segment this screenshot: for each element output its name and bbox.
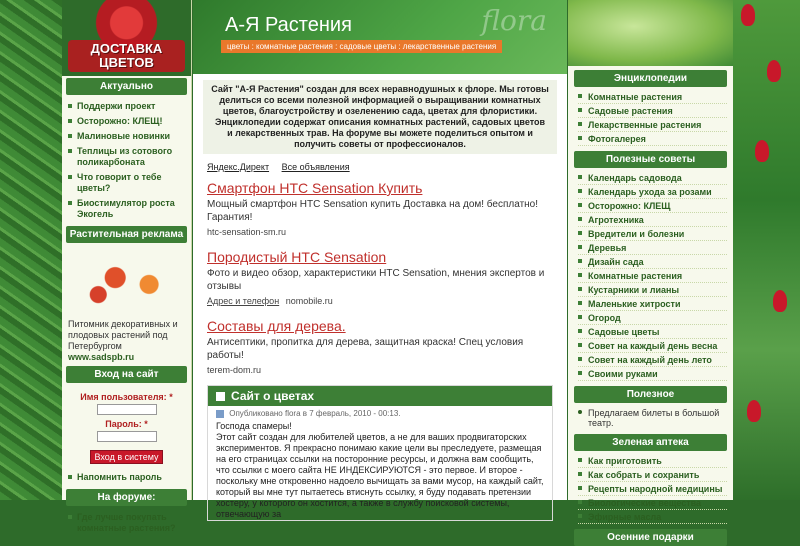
actual-item[interactable]: Поддержи проект	[68, 99, 187, 114]
nursery-ad-text: Питомник декоративных и плодовых растений под Петербургом	[68, 319, 178, 351]
article-meta-text: Опубликовано flora в 7 февраль, 2010 - 00:13.	[229, 409, 401, 418]
delivery-logo[interactable]	[62, 0, 191, 76]
tip-item[interactable]: Дизайн сада	[578, 255, 727, 269]
ad-domain[interactable]: nomobile.ru	[285, 296, 333, 306]
main-content	[193, 0, 567, 519]
tip-item[interactable]: Совет на каждый день весна	[578, 339, 727, 353]
pharmacy-item[interactable]: Эфирные масла	[578, 510, 727, 524]
encyclopedia-item[interactable]: Комнатные растения	[578, 90, 727, 104]
encyclopedia-item[interactable]: Садовые растения	[578, 104, 727, 118]
article-header	[208, 386, 552, 406]
right-sidebar	[568, 0, 733, 543]
article	[207, 385, 553, 521]
yandex-direct-header	[193, 160, 567, 174]
article-body: Этот сайт создан для любителей цветов, а не для ваших продвигаторских экспериментов. Я прекрасно понимаю какие цели вы преследуете, размещая на его страницах ссылки на посторонние ресурсы, и должна вам сообщить, что ссылки с моего сайта НЕ ИНДЕКСИРУЮТСЯ - это первое. И второе - поскольку мне откровенно надоело вычищать за вами мусор, на каждый сайт, который вы мне тут пытаетесь втиснуть ссылку, я буду подавать претензии хостеру, у которого он хостится, а также в службу поисковой системы, отвечающую за	[216, 432, 544, 519]
forum-list	[62, 508, 191, 538]
useful-list	[568, 405, 733, 430]
direct-ad	[193, 312, 567, 381]
left-sidebar	[62, 0, 192, 533]
forum-item[interactable]: Где лучше покупать комнатные растения?	[68, 510, 187, 536]
right-floral-background	[733, 0, 800, 500]
forum-title: На форуме:	[66, 489, 187, 506]
useful-item[interactable]: Предлагаем билеты в большой театр.	[578, 406, 727, 429]
pharmacy-list	[568, 453, 733, 525]
pharmacy-item[interactable]: Как собрать и сохранить	[578, 468, 727, 482]
tip-item[interactable]: Комнатные растения	[578, 269, 727, 283]
pharmacy-item[interactable]: Как приготовить	[578, 454, 727, 468]
actual-item[interactable]: Биостимулятор роста Экогель	[68, 196, 187, 222]
login-form	[62, 385, 191, 468]
site-intro: Сайт "А-Я Растения" создан для всех неравнодушных к флоре. Мы готовы делиться со всеми полезной информацией о выращивании комнатных цветов, благоустройству и озеленению сада, цветах для флористики. Энциклопедии содержат описания комнатных растений, садовых цветов и лекарственных трав. На форуме вы можете поделиться опытом и получить советы от профессионалов.	[203, 80, 557, 154]
tulip-petal-icon	[773, 290, 787, 312]
ad-title-link[interactable]: Породистый HTC Sensation	[207, 249, 387, 265]
tip-item[interactable]: Своими руками	[578, 367, 727, 381]
tip-item[interactable]: Календарь ухода за розами	[578, 185, 727, 199]
useful-title: Полезное	[574, 386, 727, 403]
actual-list	[62, 97, 191, 224]
tulip-petal-icon	[747, 400, 761, 422]
login-button[interactable]: Вход в систему	[90, 450, 164, 464]
tip-item[interactable]: Садовые цветы	[578, 325, 727, 339]
forgot-list	[62, 468, 191, 487]
tulip-petal-icon	[741, 4, 755, 26]
encyclopedias-title: Энциклопедии	[574, 70, 727, 87]
tip-item[interactable]: Кустарники и лианы	[578, 283, 727, 297]
login-title: Вход на сайт	[66, 366, 187, 383]
ad-domain-row	[207, 296, 553, 306]
ad-body: Мощный смартфон HTC Sensation купить Доставка на дом! бесплатно! Гарантия!	[207, 199, 539, 223]
direct-ad	[193, 243, 567, 312]
forgot-password-link[interactable]: Напомнить пароль	[68, 470, 187, 485]
site-header	[193, 0, 567, 74]
tip-item[interactable]: Агротехника	[578, 213, 727, 227]
encyclopedia-item[interactable]: Лекарственные растения	[578, 118, 727, 132]
all-ads-link[interactable]: Все объявления	[281, 162, 350, 172]
tip-item[interactable]: Совет на каждый день лето	[578, 353, 727, 367]
actual-title: Актуально	[66, 78, 187, 95]
tips-list	[568, 170, 733, 382]
article-meta	[208, 406, 552, 421]
nursery-ad-link[interactable]: www.sadspb.ru	[68, 352, 135, 362]
flowers-ad-image[interactable]	[70, 247, 183, 315]
username-input[interactable]	[97, 404, 157, 415]
encyclopedia-item[interactable]: Фотогалерея	[578, 132, 727, 146]
ad-title-link[interactable]: Составы для дерева.	[207, 318, 346, 334]
password-label: Пароль: *	[105, 418, 148, 429]
tips-title: Полезные советы	[574, 151, 727, 168]
tip-item[interactable]: Маленькие хитрости	[578, 297, 727, 311]
actual-item[interactable]: Теплицы из сотового поликарбоната	[68, 144, 187, 170]
pharmacy-item[interactable]: Рецепты народной медицины	[578, 482, 727, 496]
tip-item[interactable]: Огород	[578, 311, 727, 325]
category-nav[interactable]: цветы : комнатные растения : садовые цветы : лекарственные растения	[221, 40, 502, 53]
site-title[interactable]: А-Я Растения	[225, 14, 352, 36]
ad-body: Антисептики, пропитка для дерева, защитная краска! Спец условия работы!	[207, 337, 524, 361]
left-floral-background	[0, 0, 62, 500]
autumn-gifts-title: Осенние подарки	[574, 529, 727, 546]
ads-title: Растительная реклама	[66, 226, 187, 243]
actual-item[interactable]: Малиновые новинки	[68, 129, 187, 144]
tulip-petal-icon	[755, 140, 769, 162]
pharmacy-title: Зеленая аптека	[574, 434, 727, 451]
article-greeting: Господа спамеры!	[216, 421, 292, 431]
ad-title-link[interactable]: Смартфон HTC Sensation Купить	[207, 180, 423, 196]
tulip-petal-icon	[767, 60, 781, 82]
logo-text: ДОСТАВКА ЦВЕТОВ	[68, 40, 185, 72]
ad-domain[interactable]: htc-sensation-sm.ru	[207, 227, 287, 237]
yandex-direct-link[interactable]: Яндекс.Директ	[207, 162, 270, 172]
tip-item[interactable]: Осторожно: КЛЕЩ	[578, 199, 727, 213]
ad-domain[interactable]: terem-dom.ru	[207, 365, 262, 375]
password-input[interactable]	[97, 431, 157, 442]
tip-item[interactable]: Вредители и болезни	[578, 227, 727, 241]
flora-watermark: flora	[481, 4, 547, 37]
address-phone-link[interactable]: Адрес и телефон	[207, 296, 280, 306]
actual-item[interactable]: Что говорит о тебе цветы?	[68, 170, 187, 196]
username-label: Имя пользователя: *	[80, 392, 173, 402]
encyclopedias-list	[568, 89, 733, 147]
tip-item[interactable]: Деревья	[578, 241, 727, 255]
calendar-icon	[216, 410, 224, 418]
direct-ad	[193, 174, 567, 243]
article-title[interactable]: Сайт о цветах	[231, 389, 315, 403]
ad-body: Фото и видео обзор, характеристики HTC Sensation, мнения экспертов и отзывы	[207, 268, 545, 292]
article-bullet-icon	[216, 392, 225, 401]
actual-item[interactable]: Осторожно: КЛЕЩ!	[68, 114, 187, 129]
tip-item[interactable]: Календарь садовода	[578, 171, 727, 185]
pharmacy-item[interactable]: Биологические вещества	[578, 496, 727, 510]
leaves-decoration	[568, 0, 733, 66]
